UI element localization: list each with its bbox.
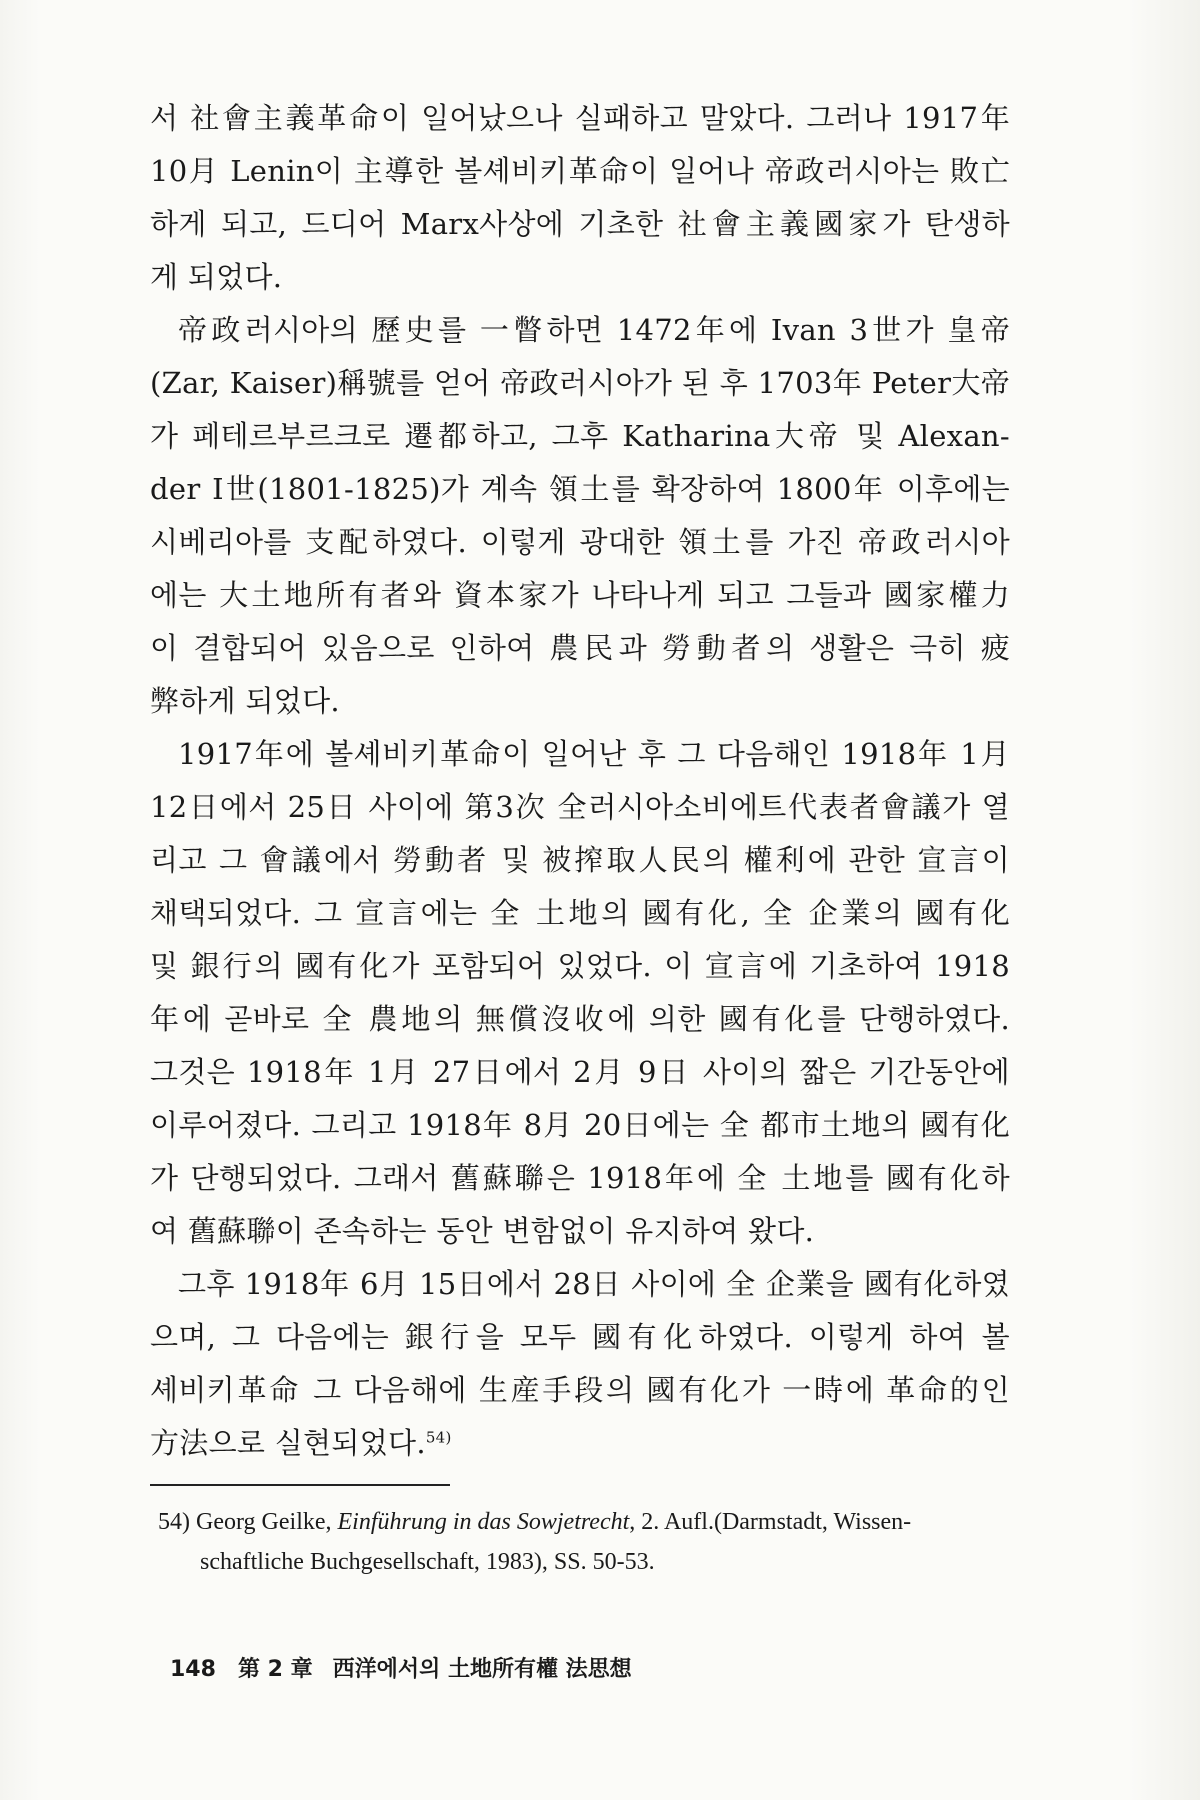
paragraph-1: [150, 92, 1010, 304]
text-line: 이 결합되어 있음으로 인하여 農民과 勞動者의 생활은 극히 疲: [150, 631, 1010, 665]
footnote-divider: [150, 1484, 450, 1486]
text-line-with-footnote: [150, 1417, 1010, 1470]
text-line: (Zar, Kaiser)稱號를 얻어 帝政러시아가 된 후 1703年 Peter大帝: [150, 366, 1010, 400]
paragraph-4: [150, 1258, 1010, 1470]
text-line: 리고 그 會議에서 勞動者 및 被搾取人民의 權利에 관한 宣言이: [150, 843, 1010, 877]
footnote-rest: , 2. Aufl.(Darmstadt, Wissen-: [629, 1509, 912, 1535]
text-line: 1917年에 볼셰비키革命이 일어난 후 그 다음해인 1918年 1月: [178, 737, 1010, 771]
text-line: 서 社會主義革命이 일어났으나 실패하고 말았다. 그러나 1917年: [150, 101, 1010, 135]
footnote-title: Einführung in das Sowjetrecht: [337, 1509, 630, 1535]
text-line: 그것은 1918年 1月 27日에서 2月 9日 사이의 짧은 기간동안에: [150, 1055, 1010, 1089]
text-line: 가 페테르부르크로 遷都하고, 그후 Katharina大帝 및 Alexan-: [150, 419, 1010, 453]
text-line: 시베리아를 支配하였다. 이렇게 광대한 領土를 가진 帝政러시아: [150, 525, 1010, 559]
footnote-reference[interactable]: 54): [425, 1428, 452, 1447]
footnote-line: [158, 1502, 1008, 1542]
text-line: 弊하게 되었다.: [150, 684, 340, 718]
paragraph-3: [150, 728, 1010, 1258]
text-line: 方法으로 실현되었다.: [150, 1426, 426, 1460]
text-line: 帝政러시아의 歷史를 一瞥하면 1472年에 Ivan 3世가 皇帝: [178, 313, 1010, 347]
footnote-number: 54): [158, 1509, 190, 1535]
chapter-number: 第 2 章: [237, 1657, 313, 1682]
paragraph-2: [150, 304, 1010, 728]
body-text: [150, 92, 1010, 1470]
text-line: 여 舊蘇聯이 존속하는 동안 변함없이 유지하여 왔다.: [150, 1214, 815, 1248]
text-line: 이루어졌다. 그리고 1918年 8月 20日에는 全 都市土地의 國有化: [150, 1108, 1010, 1142]
text-line: 및 銀行의 國有化가 포함되어 있었다. 이 宣言에 기초하여 1918: [150, 949, 1010, 983]
running-footer: [170, 1652, 870, 1683]
footnote-line: schaftliche Buchgesellschaft, 1983), SS. 50-53.: [200, 1549, 655, 1575]
text-line: der Ⅰ世(1801-1825)가 계속 領土를 확장하여 1800年 이후에는: [150, 472, 1010, 506]
text-line: 채택되었다. 그 宣言에는 全 土地의 國有化, 全 企業의 國有化: [150, 896, 1010, 930]
text-line: 그후 1918年 6月 15日에서 28日 사이에 全 企業을 國有化하였: [178, 1267, 1010, 1301]
text-line: 10月 Lenin이 主導한 볼셰비키革命이 일어나 帝政러시아는 敗亡: [150, 154, 1010, 188]
chapter-title: 西洋에서의 土地所有權 法思想: [332, 1657, 632, 1682]
footnote: [158, 1502, 1008, 1582]
text-line: 年에 곧바로 全 農地의 無償沒收에 의한 國有化를 단행하였다.: [150, 1002, 1010, 1036]
text-line: 으며, 그 다음에는 銀行을 모두 國有化하였다. 이렇게 하여 볼: [150, 1320, 1010, 1354]
page-number: 148: [170, 1657, 216, 1682]
text-line: 하게 되고, 드디어 Marx사상에 기초한 社會主義國家가 탄생하: [150, 207, 1010, 241]
footnote-author: Georg Geilke,: [196, 1509, 332, 1535]
text-line: 셰비키革命 그 다음해에 生産手段의 國有化가 一時에 革命的인: [150, 1373, 1010, 1407]
text-line: 가 단행되었다. 그래서 舊蘇聯은 1918年에 全 土地를 國有化하: [150, 1161, 1010, 1195]
text-line: 12日에서 25日 사이에 第3次 全러시아소비에트代表者會議가 열: [150, 790, 1010, 824]
text-line: 에는 大土地所有者와 資本家가 나타나게 되고 그들과 國家權力: [150, 578, 1010, 612]
text-line: 게 되었다.: [150, 260, 283, 294]
